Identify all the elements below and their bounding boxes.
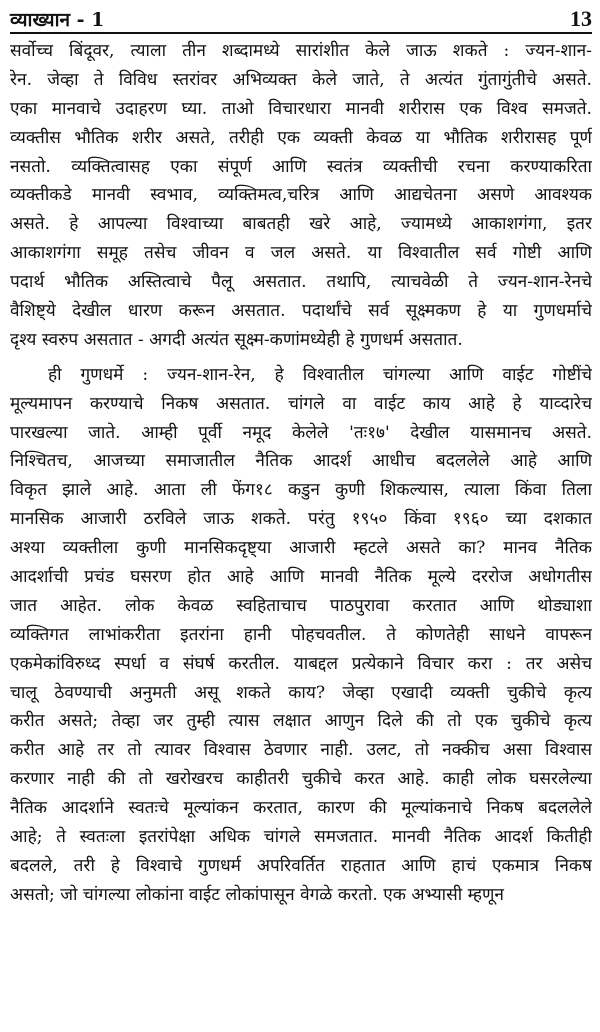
text-line: मानसिक आजारी ठरविले जाऊ शकते. परंतु १९५० किंवा १९६० च्या दशकात <box>10 509 592 530</box>
text-line: असते. हे आपल्या विश्वाच्या बाबतही खरे आहे, ज्यामध्ये आकाशगंगा, इतर <box>10 214 592 235</box>
text-line: मूल्यमापन करण्याचे निकष असतात. चांगले वा वाईट काय आहे हे याव्दारेच <box>10 393 592 414</box>
text-line: व्यक्तीस भौतिक शरीर असते, तरीही एक व्यक्ती केवळ या भौतिक शरीरासह पूर्ण <box>10 127 592 148</box>
text-line: पारखल्या जाते. आम्ही पूर्वी नमूद केलेले 'तः१७' देखील यासमानच असते. <box>10 422 592 443</box>
text-line: एकमेकांविरुध्द स्पर्धा व संघर्ष करतील. याबद्दल प्रत्येकाने विचार करा : तर असेच <box>10 653 592 674</box>
text-line: निश्चितच, आजच्या समाजातील नैतिक आदर्श आधीच बदललेले आहे आणि <box>10 451 592 472</box>
text-line: करीत असते; तेव्हा जर तुम्ही त्यास लक्षात आणुन दिले की तो एक चुकीचे कृत्य <box>10 711 592 732</box>
text-line: बदलले, तरी हे विश्वाचे गुणधर्म अपरिवर्तित राहतात आणि हाचं एकमात्र निकष <box>10 855 592 876</box>
text-line: वैशिष्ट्ये देखील धारण करून असतात. पदार्थांचे सर्व सूक्ष्मकण हे या गुणधर्माचे <box>10 301 592 322</box>
book-page <box>10 6 592 1026</box>
text-line: व्यक्तिगत लाभांकरीता इतरांना हानी पोहचवतील. ते कोणतेही साधने वापरून <box>10 624 592 645</box>
text-line: करीत आहे तर तो त्यावर विश्वास ठेवणार नाही. उलट, तो नक्कीच असा विश्वास <box>10 740 592 761</box>
text-line: आकाशगंगा समूह तसेच जीवन व जल असते. या विश्वातील सर्व गोष्टी आणि <box>10 243 592 264</box>
text-line: दृश्य स्वरुप असतात - अगदी अत्यंत सूक्ष्म-कणांमध्येही हे गुणधर्म असतात. <box>10 329 463 350</box>
page-number: 13 <box>570 6 592 31</box>
running-header <box>10 6 592 34</box>
text-line: आदर्शाची प्रचंड घसरण होत आहे आणि मानवी नैतिक मूल्ये दररोज अधोगतीस <box>10 567 592 588</box>
text-line: जात आहेत. लोक केवळ स्वहिताचाच पाठपुरावा करतात आणि थोड्याशा <box>10 595 592 616</box>
text-line: व्यक्तीकडे मानवी स्वभाव, व्यक्तिमत्व,चरित्र आणि आद्यचेतना असणे आवश्यक <box>10 185 592 206</box>
chapter-title: व्याख्यान - 1 <box>10 9 105 31</box>
text-line: असतो; जो चांगल्या लोकांना वाईट लोकांपासून वेगळे करतो. एक अभ्यासी म्हणून <box>10 884 504 905</box>
text-line: ही गुणधर्मे : ज्यन-शान-रेन, हे विश्वातील चांगल्या आणि वाईट गोष्टींचे <box>48 364 592 385</box>
text-line: चालू ठेवण्याची अनुमती असू शकते काय? जेव्हा एखादी व्यक्ती चुकीचे कृत्य <box>10 682 592 703</box>
text-line: सर्वोच्च बिंदूवर, त्याला तीन शब्दामध्ये सारांशीत केले जाऊ शकते : ज्यन-शान- <box>10 41 592 61</box>
text-line: नैतिक आदर्शाने स्वतःचे मूल्यांकन करतात, कारण की मूल्यांकनाचे निकष बदललेले <box>10 798 592 819</box>
text-line: विकृत झाले आहे. आता ली फेंग१८ कडुन कुणी शिकल्यास, त्याला किंवा तिला <box>10 480 592 501</box>
text-line: आहे; ते स्वतःला इतरांपेक्षा अधिक चांगले समजतात. मानवी नैतिक आदर्श कितीही <box>10 827 592 848</box>
text-line: पदार्थ भौतिक अस्तित्वाचे पैलू असतात. तथापि, त्याचवेळी ते ज्यन-शान-रेनचे <box>10 272 592 293</box>
text-line: करणार नाही की तो खरोखरच काहीतरी चुकीचे करत आहे. काही लोक घसरलेल्या <box>10 769 592 790</box>
paragraph-1 <box>10 37 592 355</box>
text-line: एका मानवाचे उदाहरण घ्या. ताओ विचारधारा मानवी शरीरास एक विश्व समजते. <box>10 98 592 119</box>
text-line: रेन. जेव्हा ते विविध स्तरांवर अभिव्यक्त केले जाते, ते अत्यंत गुंतागुंतीचे असते. <box>10 69 592 90</box>
paragraph-2 <box>10 361 592 910</box>
body-text <box>10 37 592 910</box>
text-line: अश्या व्यक्तीला कुणी मानसिकदृष्ट्या आजारी म्हटले असते का? मानव नैतिक <box>10 538 592 559</box>
text-line: नसतो. व्यक्तित्वासह एका संपूर्ण आणि स्वतंत्र व्यक्तीची रचना करण्याकरिता <box>10 156 592 177</box>
